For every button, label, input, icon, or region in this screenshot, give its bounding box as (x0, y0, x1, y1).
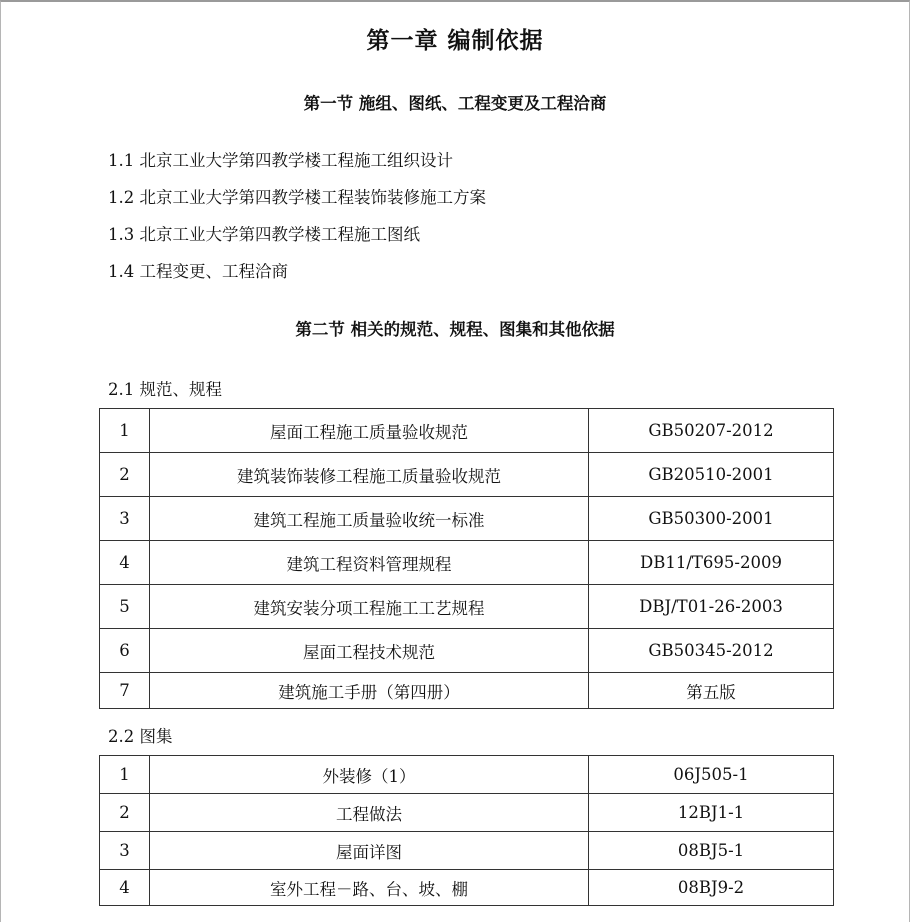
table-row (100, 409, 834, 453)
standard-name: 建筑工程施工质量验收统一标准 (150, 497, 589, 541)
standard-code: DBJ/T01-26-2003 (589, 585, 834, 629)
section-title-1: 第一节 施组、图纸、工程变更及工程洽商 (303, 94, 607, 113)
table-row (100, 673, 834, 709)
standards-heading: 2.1 规范、规程 (108, 380, 222, 399)
standard-code: GB50345-2012 (589, 629, 834, 673)
table-row (100, 794, 834, 832)
row-number: 1 (100, 756, 150, 794)
standard-code: 第五版 (589, 673, 834, 709)
basis-item-2: 1.2 北京工业大学第四教学楼工程装饰装修施工方案 (108, 188, 486, 207)
standard-code: GB20510-2001 (589, 453, 834, 497)
row-number: 5 (100, 585, 150, 629)
atlas-name: 工程做法 (150, 794, 589, 832)
atlas-name: 屋面详图 (150, 832, 589, 870)
table-row (100, 585, 834, 629)
standard-name: 屋面工程技术规范 (150, 629, 589, 673)
section-title-2: 第二节 相关的规范、规程、图集和其他依据 (295, 320, 615, 339)
row-number: 3 (100, 832, 150, 870)
chapter-title: 第一章 编制依据 (366, 27, 544, 54)
table-row (100, 832, 834, 870)
table-row (100, 756, 834, 794)
basis-item-4: 1.4 工程变更、工程洽商 (108, 262, 288, 281)
atlases-heading: 2.2 图集 (108, 727, 173, 746)
atlas-name: 外装修（1） (150, 756, 589, 794)
table-row (100, 497, 834, 541)
row-number: 4 (100, 541, 150, 585)
standard-code: GB50300-2001 (589, 497, 834, 541)
row-number: 4 (100, 870, 150, 906)
row-number: 3 (100, 497, 150, 541)
atlas-code: 08BJ5-1 (589, 832, 834, 870)
table-row (100, 453, 834, 497)
standard-code: DB11/T695-2009 (589, 541, 834, 585)
row-number: 2 (100, 453, 150, 497)
atlas-code: 06J505-1 (589, 756, 834, 794)
row-number: 6 (100, 629, 150, 673)
standard-name: 屋面工程施工质量验收规范 (150, 409, 589, 453)
standard-name: 建筑工程资料管理规程 (150, 541, 589, 585)
atlas-code: 08BJ9-2 (589, 870, 834, 906)
basis-item-1: 1.1 北京工业大学第四教学楼工程施工组织设计 (108, 151, 453, 170)
atlas-name: 室外工程－路、台、坡、棚 (150, 870, 589, 906)
table-row (100, 629, 834, 673)
standard-name: 建筑安装分项工程施工工艺规程 (150, 585, 589, 629)
row-number: 2 (100, 794, 150, 832)
row-number: 1 (100, 409, 150, 453)
standards-table (99, 408, 834, 709)
atlases-table (99, 755, 834, 906)
standard-code: GB50207-2012 (589, 409, 834, 453)
table-row (100, 870, 834, 906)
basis-item-3: 1.3 北京工业大学第四教学楼工程施工图纸 (108, 225, 420, 244)
atlas-code: 12BJ1-1 (589, 794, 834, 832)
table-row (100, 541, 834, 585)
row-number: 7 (100, 673, 150, 709)
standard-name: 建筑施工手册（第四册） (150, 673, 589, 709)
standard-name: 建筑装饰装修工程施工质量验收规范 (150, 453, 589, 497)
